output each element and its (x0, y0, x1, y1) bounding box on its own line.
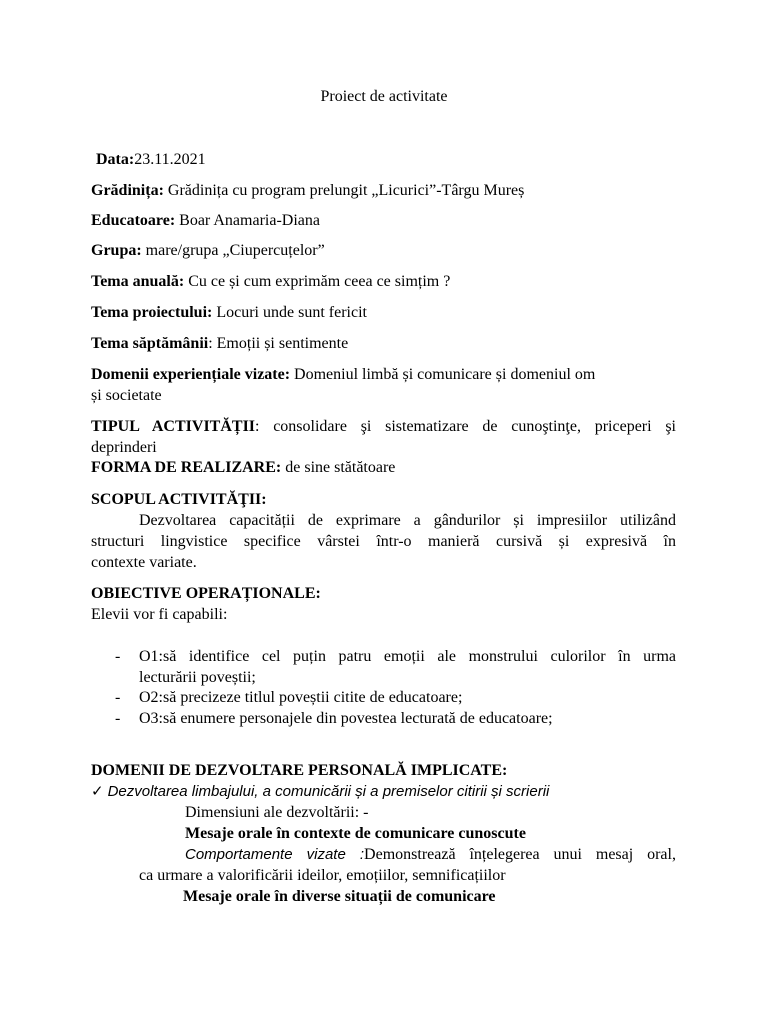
behaviors-text: Demonstrează înțelegerea unui mesaj oral, (364, 846, 676, 863)
annual-theme-value: Cu ce și cum exprimăm ceea ce simțim ? (188, 273, 451, 290)
objectives-intro: Elevii vor fi capabili: (91, 606, 228, 623)
form-line (91, 459, 676, 477)
dimensions-line: Dimensiuni ale dezvoltării: - (185, 804, 369, 821)
week-theme-label: Tema săptămânii (91, 335, 209, 352)
development-item-line (91, 782, 676, 801)
group-label: Grupa: (91, 242, 142, 259)
activity-type-line-2: deprinderi (91, 439, 157, 456)
scope-text-line-2: structuri lingvistice specifice vârstei într-o manieră cursivă și expresivă în (91, 533, 676, 550)
domains-value-1: Domeniul limbă și comunicare și domeniul om (294, 366, 596, 383)
objective-2-line-1: O2:să precizeze titlul poveștii citite de educatoare; (139, 689, 463, 706)
form-value: de sine stătătoare (285, 459, 396, 476)
teacher-label: Educatoare: (91, 212, 176, 229)
scope-heading: SCOPUL ACTIVITĂŢII: (91, 491, 267, 508)
domains-label: Domenii experiențiale vizate: (91, 366, 291, 383)
objective-2-dash: - (115, 689, 121, 706)
behaviors-line-2: ca urmare a valorificării ideilor, emoțiilor, semnificațiilor (139, 867, 506, 884)
date-value: 23.11.2021 (134, 151, 206, 168)
project-theme-line (91, 304, 676, 322)
group-line (91, 242, 676, 260)
teacher-value: Boar Anamaria-Diana (179, 212, 320, 229)
date-line (96, 151, 681, 169)
teacher-line (91, 212, 676, 230)
form-label: FORMA DE REALIZARE: (91, 459, 282, 476)
domains-line-1 (91, 366, 676, 384)
project-theme-value: Locuri unde sunt fericit (216, 304, 367, 321)
activity-type-value-1: : consolidare şi sistematizare de cunoştinţe, priceperi şi (255, 418, 676, 435)
objective-3-dash: - (115, 710, 121, 727)
behaviors-label: Comportamente vizate : (185, 846, 365, 863)
objective-1-line-2: lecturării poveștii; (139, 669, 256, 686)
behaviors-line (185, 846, 676, 864)
oral-messages-diverse-situations: Mesaje orale în diverse situații de comunicare (183, 888, 496, 905)
objectives-heading: OBIECTIVE OPERAȚIONALE: (91, 585, 321, 602)
oral-messages-known-contexts: Mesaje orale în contexte de comunicare cunoscute (185, 825, 526, 842)
kindergarten-label: Grădinița: (91, 182, 164, 199)
domains-line-2: și societate (91, 387, 162, 404)
activity-type-line-1 (91, 418, 676, 436)
scope-text-line-1: Dezvoltarea capacității de exprimare a gândurilor și impresiilor utilizând (139, 512, 676, 529)
date-label: Data: (96, 151, 135, 168)
group-value: mare/grupa „Ciupercuțelor” (145, 242, 325, 259)
objective-1-dash: - (115, 648, 121, 665)
objective-3-line-1: O3:să enumere personajele din povestea lecturată de educatoare; (139, 710, 553, 727)
page-title: Proiect de activitate (320, 88, 448, 105)
kindergarten-line (91, 182, 676, 200)
kindergarten-value: Grădinița cu program prelungit „Licurici”-Târgu Mureș (167, 182, 525, 199)
scope-text-line-3: contexte variate. (91, 554, 197, 571)
project-theme-label: Tema proiectului: (91, 304, 213, 321)
annual-theme-line (91, 273, 676, 291)
objective-1-line-1: O1:să identifice cel puțin patru emoții ale monstrului culorilor în urma (139, 648, 676, 665)
week-theme-value: : Emoții și sentimente (208, 335, 349, 352)
activity-type-label: TIPUL ACTIVITĂȚII (91, 418, 256, 435)
annual-theme-label: Tema anuală: (91, 273, 185, 290)
week-theme-line (91, 335, 676, 353)
checkmark-icon: ✓ (91, 782, 104, 800)
development-item-text: Dezvoltarea limbajului, a comunicării și a premiselor citirii și scrierii (107, 783, 550, 800)
development-domains-heading: DOMENII DE DEZVOLTARE PERSONALĂ IMPLICATE: (91, 762, 508, 779)
